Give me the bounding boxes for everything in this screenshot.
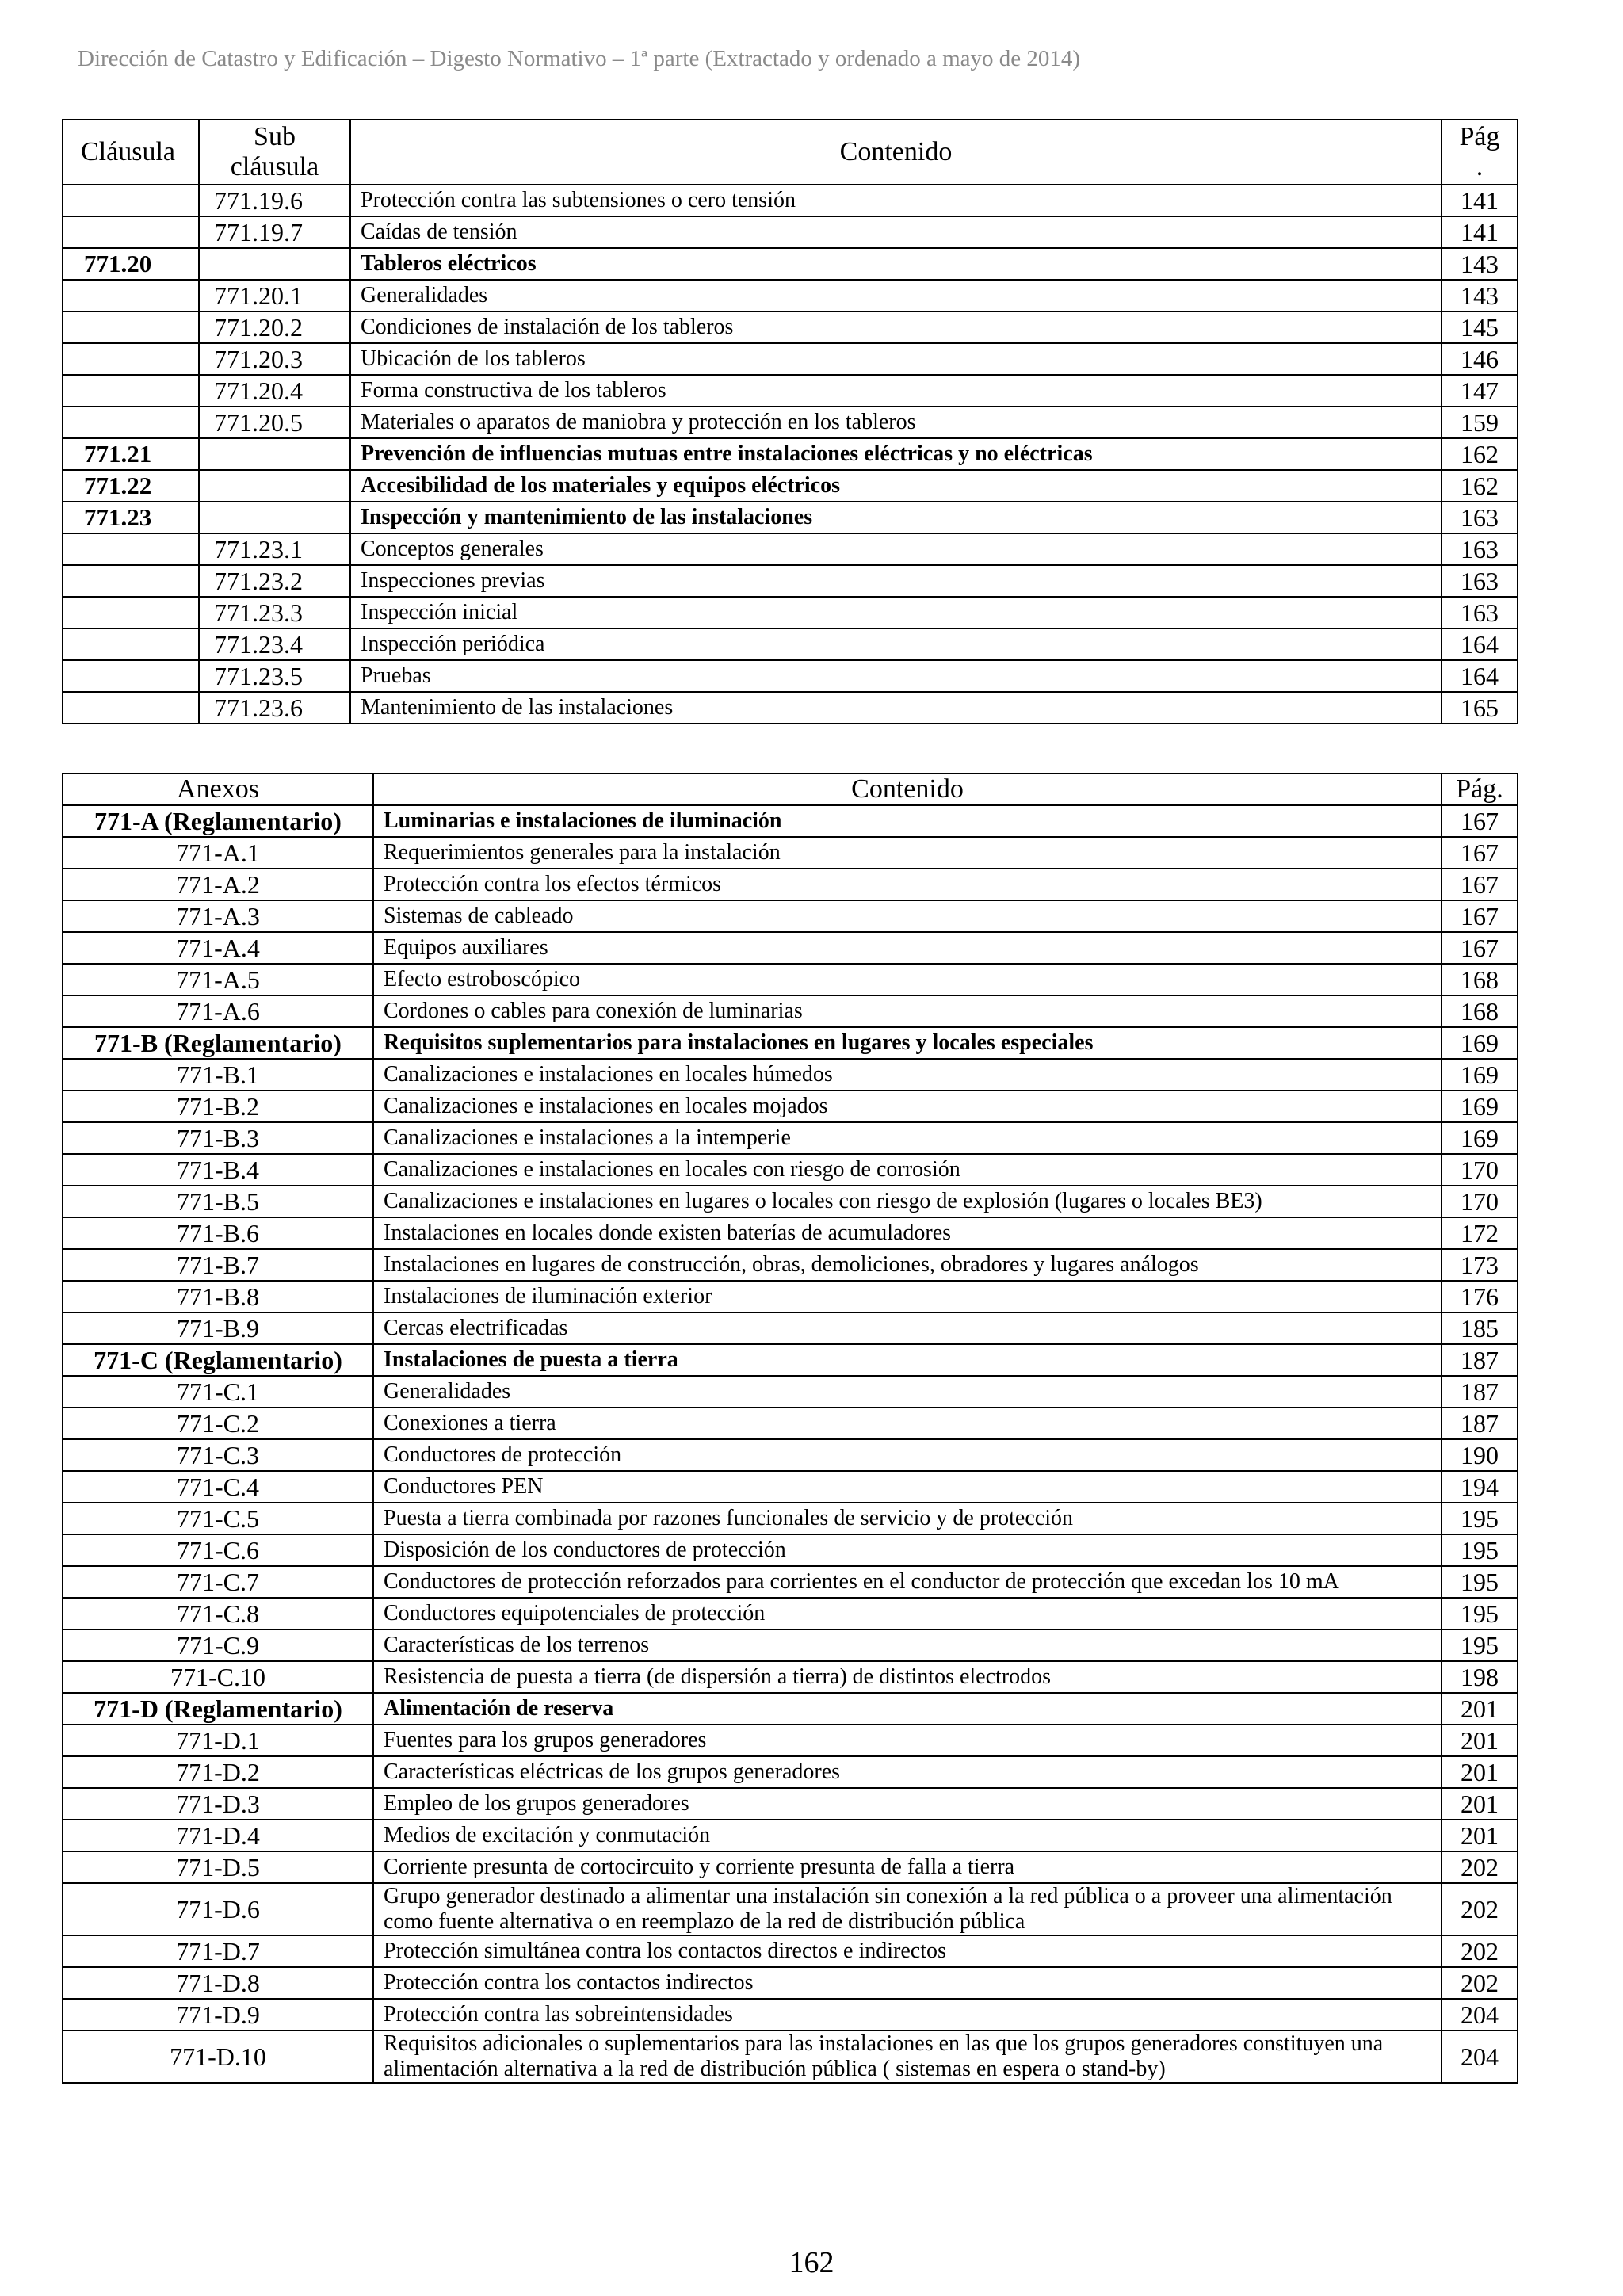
page-ref: 195	[1442, 1598, 1518, 1629]
page-ref: 143	[1442, 280, 1518, 311]
content-text: Cercas electrificadas	[373, 1312, 1442, 1344]
annex-code: 771-C.5	[63, 1503, 373, 1534]
table-row	[63, 185, 1518, 216]
content-text: Protección simultánea contra los contactos directos e indirectos	[373, 1935, 1442, 1967]
page-ref: 185	[1442, 1312, 1518, 1344]
table-row	[63, 597, 1518, 628]
table-row	[63, 1091, 1518, 1122]
content-text: Instalaciones en locales donde existen baterías de acumuladores	[373, 1217, 1442, 1249]
page-ref: 187	[1442, 1376, 1518, 1408]
annexes-table	[62, 773, 1518, 2084]
page-ref: 163	[1442, 533, 1518, 565]
subclause-number	[199, 470, 350, 502]
table-row	[63, 900, 1518, 932]
content-text: Protección contra los efectos térmicos	[373, 869, 1442, 900]
table-row	[63, 1967, 1518, 1999]
clause-number: 771.20	[63, 248, 199, 280]
page-ref: 143	[1442, 248, 1518, 280]
clause-number	[63, 343, 199, 375]
subclause-number: 771.20.5	[199, 407, 350, 438]
page-ref: 172	[1442, 1217, 1518, 1249]
annex-code: 771-A.2	[63, 869, 373, 900]
subclause-number: 771.19.6	[199, 185, 350, 216]
content-text: Efecto estroboscópico	[373, 964, 1442, 995]
content-text: Empleo de los grupos generadores	[373, 1788, 1442, 1820]
table-row	[63, 1186, 1518, 1217]
content-text: Conductores PEN	[373, 1471, 1442, 1503]
content-text: Instalaciones en lugares de construcción, obras, demoliciones, obradores y lugares análogos	[373, 1249, 1442, 1281]
table-row	[63, 1598, 1518, 1629]
page-ref: 167	[1442, 805, 1518, 837]
page-ref: 202	[1442, 1967, 1518, 1999]
annex-code: 771-C (Reglamentario)	[63, 1344, 373, 1376]
clause-number	[63, 597, 199, 628]
content-text: Caídas de tensión	[350, 216, 1442, 248]
subclause-number: 771.20.2	[199, 311, 350, 343]
table-row	[63, 216, 1518, 248]
annex-code: 771-D.4	[63, 1820, 373, 1851]
table-row	[63, 1661, 1518, 1693]
table-row	[63, 1408, 1518, 1439]
table-row	[63, 1471, 1518, 1503]
page-ref: 163	[1442, 502, 1518, 533]
table-row	[63, 1756, 1518, 1788]
content-text: Generalidades	[373, 1376, 1442, 1408]
page-ref: 167	[1442, 869, 1518, 900]
table-row	[63, 470, 1518, 502]
page-ref: 173	[1442, 1249, 1518, 1281]
content-text: Inspección periódica	[350, 628, 1442, 660]
annex-code: 771-B (Reglamentario)	[63, 1027, 373, 1059]
page-ref: 165	[1442, 692, 1518, 724]
content-text: Mantenimiento de las instalaciones	[350, 692, 1442, 724]
table-row	[63, 1027, 1518, 1059]
content-text: Equipos auxiliares	[373, 932, 1442, 964]
page-ref: 164	[1442, 628, 1518, 660]
annex-code: 771-A.6	[63, 995, 373, 1027]
clause-number	[63, 216, 199, 248]
annex-code: 771-C.2	[63, 1408, 373, 1439]
clause-number: 771.21	[63, 438, 199, 470]
table-row	[63, 565, 1518, 597]
page-ref: 164	[1442, 660, 1518, 692]
table-row	[63, 311, 1518, 343]
page-ref: 202	[1442, 1851, 1518, 1883]
content-text: Características eléctricas de los grupos generadores	[373, 1756, 1442, 1788]
page-ref: 169	[1442, 1091, 1518, 1122]
annex-code: 771-C.9	[63, 1629, 373, 1661]
table-row	[63, 1122, 1518, 1154]
annex-code: 771-C.6	[63, 1534, 373, 1566]
annex-code: 771-D.10	[63, 2030, 373, 2083]
content-text: Sistemas de cableado	[373, 900, 1442, 932]
annex-code: 771-B.3	[63, 1122, 373, 1154]
content-text: Características de los terrenos	[373, 1629, 1442, 1661]
table-row	[63, 628, 1518, 660]
annex-code: 771-C.1	[63, 1376, 373, 1408]
content-text: Alimentación de reserva	[373, 1693, 1442, 1725]
content-text: Protección contra las sobreintensidades	[373, 1999, 1442, 2030]
annex-code: 771-B.1	[63, 1059, 373, 1091]
header-contenido-anexos: Contenido	[373, 774, 1442, 805]
annex-code: 771-B.4	[63, 1154, 373, 1186]
page-ref: 195	[1442, 1503, 1518, 1534]
content-text: Generalidades	[350, 280, 1442, 311]
content-text: Instalaciones de iluminación exterior	[373, 1281, 1442, 1312]
page-ref: 202	[1442, 1883, 1518, 1935]
annex-code: 771-A (Reglamentario)	[63, 805, 373, 837]
page-ref: 141	[1442, 216, 1518, 248]
table-row	[63, 1788, 1518, 1820]
annex-code: 771-B.5	[63, 1186, 373, 1217]
table-row	[63, 995, 1518, 1027]
page-ref: 146	[1442, 343, 1518, 375]
table-row	[63, 533, 1518, 565]
page-ref: 145	[1442, 311, 1518, 343]
table-row	[63, 1503, 1518, 1534]
page-ref: 195	[1442, 1534, 1518, 1566]
table-row	[63, 869, 1518, 900]
table-row	[63, 932, 1518, 964]
content-text: Conductores de protección	[373, 1439, 1442, 1471]
subclause-number	[199, 248, 350, 280]
content-text: Canalizaciones e instalaciones a la intemperie	[373, 1122, 1442, 1154]
content-text: Instalaciones de puesta a tierra	[373, 1344, 1442, 1376]
table-row	[63, 1439, 1518, 1471]
annex-code: 771-B.2	[63, 1091, 373, 1122]
table-row	[63, 343, 1518, 375]
annex-code: 771-D.2	[63, 1756, 373, 1788]
header-pag-anexos: Pág.	[1442, 774, 1518, 805]
subclause-number: 771.23.2	[199, 565, 350, 597]
clause-number	[63, 280, 199, 311]
content-text: Conexiones a tierra	[373, 1408, 1442, 1439]
document-header: Dirección de Catastro y Edificación – Digesto Normativo – 1ª parte (Extractado y ordenado a mayo de 2014)	[78, 46, 1081, 71]
page-ref: 170	[1442, 1154, 1518, 1186]
content-text: Puesta a tierra combinada por razones funcionales de servicio y de protección	[373, 1503, 1442, 1534]
subclause-number: 771.23.6	[199, 692, 350, 724]
page-ref: 201	[1442, 1756, 1518, 1788]
annex-code: 771-D.3	[63, 1788, 373, 1820]
content-text: Protección contra los contactos indirectos	[373, 1967, 1442, 1999]
annex-code: 771-A.4	[63, 932, 373, 964]
content-text: Forma constructiva de los tableros	[350, 375, 1442, 407]
subclause-number: 771.20.4	[199, 375, 350, 407]
content-text: Prevención de influencias mutuas entre instalaciones eléctricas y no eléctricas	[350, 438, 1442, 470]
table-row	[63, 280, 1518, 311]
content-text: Inspecciones previas	[350, 565, 1442, 597]
subclause-number: 771.23.4	[199, 628, 350, 660]
annex-code: 771-D.1	[63, 1725, 373, 1756]
page-ref: 169	[1442, 1059, 1518, 1091]
table-row	[63, 1820, 1518, 1851]
annex-code: 771-D (Reglamentario)	[63, 1693, 373, 1725]
table-row	[63, 1534, 1518, 1566]
page-ref: 190	[1442, 1439, 1518, 1471]
annex-code: 771-D.8	[63, 1967, 373, 1999]
content-text: Conceptos generales	[350, 533, 1442, 565]
content-text: Condiciones de instalación de los tableros	[350, 311, 1442, 343]
clause-number	[63, 375, 199, 407]
content-text: Disposición de los conductores de protección	[373, 1534, 1442, 1566]
table-row	[63, 692, 1518, 724]
content-text: Ubicación de los tableros	[350, 343, 1442, 375]
table-row	[63, 1883, 1518, 1935]
content-text: Conductores equipotenciales de protección	[373, 1598, 1442, 1629]
content-text: Luminarias e instalaciones de iluminación	[373, 805, 1442, 837]
content-text: Corriente presunta de cortocircuito y corriente presunta de falla a tierra	[373, 1851, 1442, 1883]
subclause-number: 771.23.1	[199, 533, 350, 565]
subclause-number: 771.20.3	[199, 343, 350, 375]
page-ref: 187	[1442, 1344, 1518, 1376]
page-ref: 162	[1442, 438, 1518, 470]
subclause-number: 771.23.5	[199, 660, 350, 692]
page-ref: 162	[1442, 470, 1518, 502]
header-subclausula: Sub cláusula	[199, 120, 350, 185]
page-ref: 201	[1442, 1788, 1518, 1820]
annex-code: 771-C.4	[63, 1471, 373, 1503]
table-row	[63, 1851, 1518, 1883]
page-ref: 204	[1442, 1999, 1518, 2030]
table-row	[63, 1629, 1518, 1661]
subclause-number	[199, 502, 350, 533]
annex-code: 771-C.8	[63, 1598, 373, 1629]
table-row	[63, 407, 1518, 438]
subclause-number: 771.19.7	[199, 216, 350, 248]
content-text: Canalizaciones e instalaciones en lugares o locales con riesgo de explosión (lugares o locales BE3)	[373, 1186, 1442, 1217]
table-row	[63, 2030, 1518, 2083]
clause-number	[63, 185, 199, 216]
subclause-number	[199, 438, 350, 470]
table-row	[63, 837, 1518, 869]
annex-code: 771-D.7	[63, 1935, 373, 1967]
table-row	[63, 502, 1518, 533]
page-ref: 167	[1442, 900, 1518, 932]
page-ref: 141	[1442, 185, 1518, 216]
content-text: Resistencia de puesta a tierra (de dispersión a tierra) de distintos electrodos	[373, 1661, 1442, 1693]
content-text: Requisitos adicionales o suplementarios para las instalaciones en las que los grupos generadores constituyen una alimentación alternativa a la red de distribución pública ( sistemas en espera o stand-by)	[373, 2030, 1442, 2083]
annex-code: 771-D.5	[63, 1851, 373, 1883]
table-row	[63, 1725, 1518, 1756]
page-ref: 159	[1442, 407, 1518, 438]
clause-number	[63, 407, 199, 438]
content-text: Inspección y mantenimiento de las instalaciones	[350, 502, 1442, 533]
page-ref: 195	[1442, 1566, 1518, 1598]
page-ref: 163	[1442, 597, 1518, 628]
clause-number	[63, 565, 199, 597]
annex-code: 771-B.7	[63, 1249, 373, 1281]
content-text: Requerimientos generales para la instalación	[373, 837, 1442, 869]
header-anexos: Anexos	[63, 774, 373, 805]
annex-code: 771-C.3	[63, 1439, 373, 1471]
page-ref: 201	[1442, 1725, 1518, 1756]
clause-number	[63, 311, 199, 343]
table-row	[63, 1217, 1518, 1249]
table-row	[63, 375, 1518, 407]
header-pag: Pág .	[1442, 120, 1518, 185]
table-row	[63, 438, 1518, 470]
page-ref: 167	[1442, 932, 1518, 964]
subclause-number: 771.23.3	[199, 597, 350, 628]
page-ref: 202	[1442, 1935, 1518, 1967]
page-ref: 204	[1442, 2030, 1518, 2083]
table-row	[63, 1154, 1518, 1186]
table-row	[63, 248, 1518, 280]
table-row	[63, 660, 1518, 692]
annex-code: 771-C.10	[63, 1661, 373, 1693]
table-row	[63, 1249, 1518, 1281]
annex-code: 771-B.9	[63, 1312, 373, 1344]
page-number: 162	[789, 2246, 834, 2279]
content-text: Inspección inicial	[350, 597, 1442, 628]
page-ref: 163	[1442, 565, 1518, 597]
table-row	[63, 1376, 1518, 1408]
table-row	[63, 964, 1518, 995]
table-row	[63, 1344, 1518, 1376]
page-ref: 169	[1442, 1027, 1518, 1059]
content-text: Materiales o aparatos de maniobra y protección en los tableros	[350, 407, 1442, 438]
content-text: Canalizaciones e instalaciones en locales con riesgo de corrosión	[373, 1154, 1442, 1186]
table-row	[63, 1999, 1518, 2030]
content-text: Canalizaciones e instalaciones en locales mojados	[373, 1091, 1442, 1122]
page-ref: 194	[1442, 1471, 1518, 1503]
table-row	[63, 1059, 1518, 1091]
content-text: Canalizaciones e instalaciones en locales húmedos	[373, 1059, 1442, 1091]
annex-code: 771-A.1	[63, 837, 373, 869]
page-ref: 176	[1442, 1281, 1518, 1312]
page-ref: 187	[1442, 1408, 1518, 1439]
annex-code: 771-D.9	[63, 1999, 373, 2030]
header-contenido: Contenido	[350, 120, 1442, 185]
content-text: Grupo generador destinado a alimentar una instalación sin conexión a la red pública o a proveer una alimentación como fuente alternativa o en reemplazo de la red de distribución pública	[373, 1883, 1442, 1935]
clause-number: 771.22	[63, 470, 199, 502]
clause-number	[63, 660, 199, 692]
page-ref: 167	[1442, 837, 1518, 869]
clause-number	[63, 692, 199, 724]
page-ref: 147	[1442, 375, 1518, 407]
clause-number	[63, 628, 199, 660]
content-text: Cordones o cables para conexión de luminarias	[373, 995, 1442, 1027]
table-row	[63, 1693, 1518, 1725]
page-ref: 201	[1442, 1820, 1518, 1851]
page-ref: 170	[1442, 1186, 1518, 1217]
table-row	[63, 1312, 1518, 1344]
content-text: Accesibilidad de los materiales y equipos eléctricos	[350, 470, 1442, 502]
page-ref: 168	[1442, 995, 1518, 1027]
table-row	[63, 805, 1518, 837]
content-text: Tableros eléctricos	[350, 248, 1442, 280]
page-ref: 169	[1442, 1122, 1518, 1154]
content-text: Pruebas	[350, 660, 1442, 692]
content-text: Fuentes para los grupos generadores	[373, 1725, 1442, 1756]
table-row	[63, 1566, 1518, 1598]
content-text: Conductores de protección reforzados para corrientes en el conductor de protección que excedan los 10 mA	[373, 1566, 1442, 1598]
clauses-table	[62, 119, 1518, 724]
header-clausula: Cláusula	[63, 120, 199, 185]
annex-code: 771-A.5	[63, 964, 373, 995]
subclause-number: 771.20.1	[199, 280, 350, 311]
table-row	[63, 1281, 1518, 1312]
content-text: Medios de excitación y conmutación	[373, 1820, 1442, 1851]
annex-code: 771-B.6	[63, 1217, 373, 1249]
clause-number: 771.23	[63, 502, 199, 533]
annex-code: 771-A.3	[63, 900, 373, 932]
annex-code: 771-D.6	[63, 1883, 373, 1935]
annex-code: 771-C.7	[63, 1566, 373, 1598]
clause-number	[63, 533, 199, 565]
content-text: Requisitos suplementarios para instalaciones en lugares y locales especiales	[373, 1027, 1442, 1059]
page-ref: 168	[1442, 964, 1518, 995]
page-ref: 201	[1442, 1693, 1518, 1725]
annex-code: 771-B.8	[63, 1281, 373, 1312]
content-text: Protección contra las subtensiones o cero tensión	[350, 185, 1442, 216]
page-ref: 195	[1442, 1629, 1518, 1661]
page-ref: 198	[1442, 1661, 1518, 1693]
table-row	[63, 1935, 1518, 1967]
